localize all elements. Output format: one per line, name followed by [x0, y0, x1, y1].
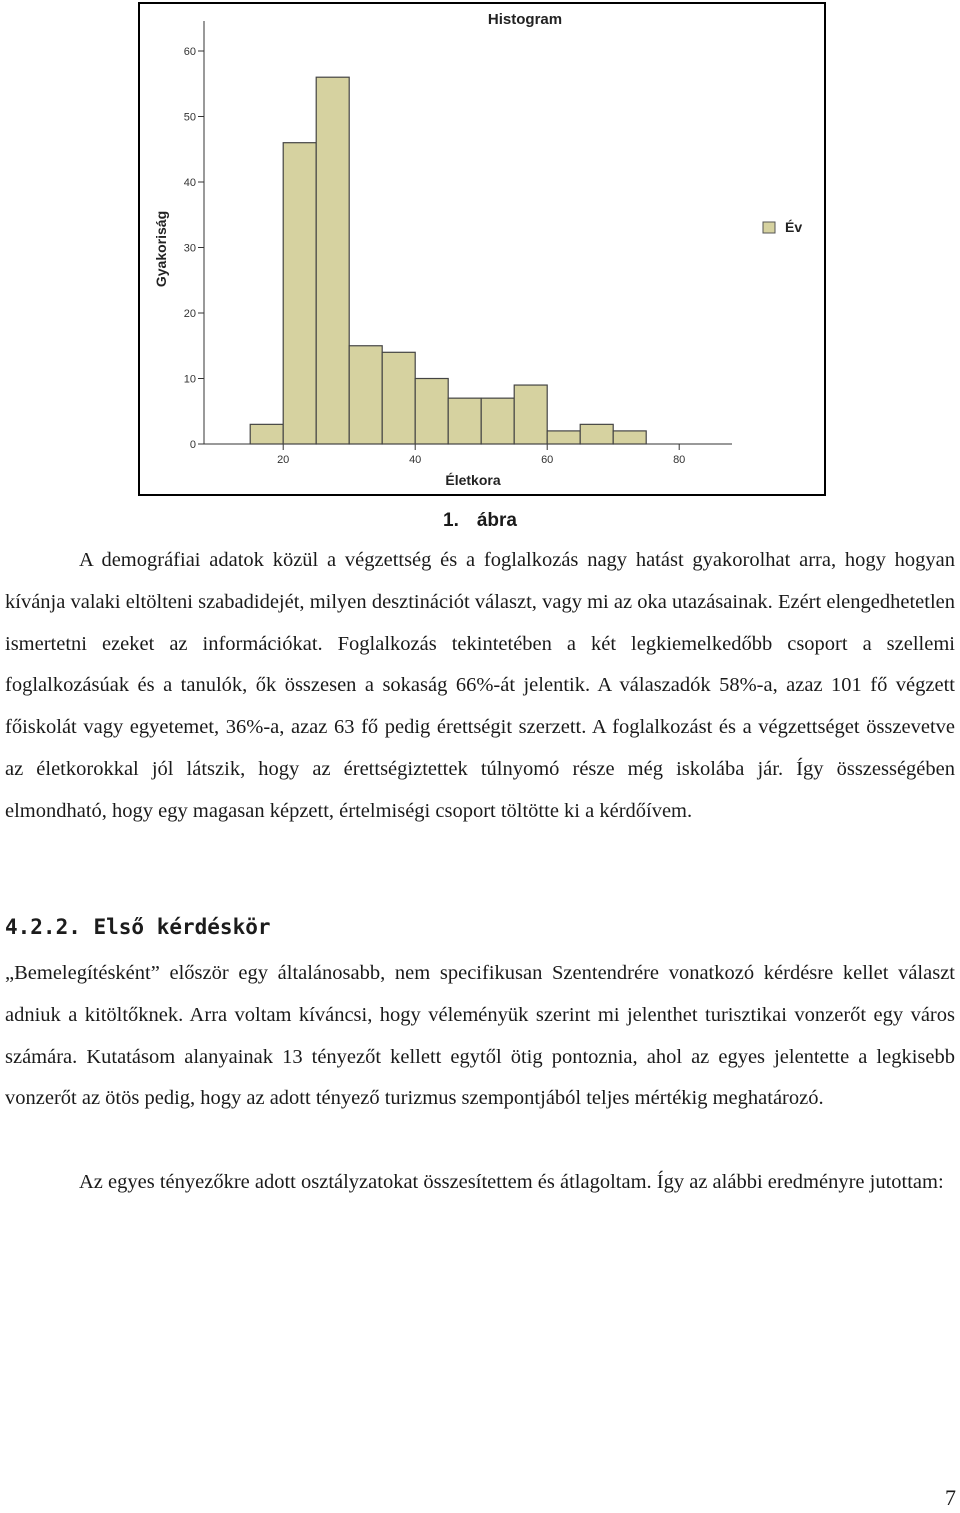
histogram-bar	[514, 385, 547, 444]
y-tick-label: 50	[183, 111, 196, 124]
histogram-figure	[138, 2, 826, 496]
legend-label: Év	[785, 219, 803, 235]
histogram-bar	[316, 77, 349, 444]
histogram-chart	[140, 4, 824, 494]
paragraph-demographics	[5, 540, 955, 833]
caption-number: 1.	[443, 510, 459, 531]
x-tick-label: 20	[277, 454, 290, 466]
y-axis-label: Gyakoriság	[153, 210, 169, 288]
histogram-bars	[250, 77, 646, 444]
histogram-bar	[448, 398, 481, 444]
histogram-bar	[547, 431, 580, 444]
y-tick-label: 40	[183, 177, 196, 189]
page-number: 7	[945, 1485, 956, 1510]
y-tick-label: 60	[183, 46, 196, 58]
y-tick-label: 0	[189, 439, 196, 451]
histogram-bar	[283, 143, 316, 444]
x-axis-label: Életkora	[445, 472, 501, 488]
histogram-bar	[481, 398, 514, 444]
paragraph-results-intro	[5, 1162, 955, 1204]
histogram-bar	[580, 424, 613, 444]
histogram-bar	[382, 352, 415, 444]
histogram-bar	[349, 346, 382, 444]
x-tick-label: 80	[673, 454, 686, 466]
y-tick-label: 10	[183, 373, 196, 386]
y-tick-label: 30	[183, 242, 196, 255]
paragraph-demographics-text: A demográfiai adatok közül a végzettség és a foglalkozás nagy hatást gyakorolhat arra, hogy hogyan kívánja valaki eltölteni szabadidejét, milyen desztinációt választ, vagy mi az oka utazásainak. Ezért elengedhetetlen ismertetni ezeket az információkat. Foglalkozás tekintetében a két legkiemelkedőbb csoport a szellemi foglalkozásúak és a tanulók, ők összesen a sokaság 66%-át jelentik. A válaszadók 58%-a, azaz 101 fő végzett főiskolát vagy egyetemet, 36%-a, azaz 63 fő pedig érettségit szerzett. A foglalkozást és a végzettséget összevetve az életkorokkal jól látszik, hogy az érettségiztettek túlnyomó része még iskolába jár. Így összességében elmondható, hogy egy magasan képzett, értelmiségi csoport töltötte ki a kérdőívem.	[5, 549, 955, 822]
x-axis	[204, 444, 732, 466]
paragraph-first-question-text: „Bemelegítésként” először egy általánosabb, nem specifikusan Szentendrére vonatkozó kérdésre kellet választ adniuk a kitöltőknek. Arra voltam kíváncsi, hogy véleményük szerint mi jelenthet turisztikai vonzerőt egy város számára. Kutatásom alanyainak 13 tényezőt kellett egytől ötig pontoznia, ahol az egyes jelentette a legkisebb vonzerőt az ötös pedig, hogy az adott tényező turizmus szempontjából teljes mértékig meghatározó.	[5, 962, 955, 1110]
y-axis	[184, 21, 204, 451]
histogram-bar	[415, 379, 448, 445]
figure-caption	[0, 510, 960, 532]
legend-swatch	[763, 222, 775, 233]
paragraph-results-intro-text: Az egyes tényezőkre adott osztályzatokat összesítettem és átlagoltam. Így az alábbi eredményre jutottam:	[79, 1171, 944, 1193]
caption-label: ábra	[476, 510, 517, 531]
section-heading: 4.2.2. Első kérdéskör	[5, 915, 271, 939]
x-tick-label: 60	[541, 454, 554, 466]
histogram-bar	[250, 424, 283, 444]
legend	[763, 219, 802, 235]
x-tick-label: 40	[409, 454, 422, 466]
chart-title: Histogram	[487, 11, 563, 28]
histogram-bar	[613, 431, 646, 444]
paragraph-first-question	[5, 953, 955, 1120]
y-tick-label: 20	[183, 308, 196, 320]
